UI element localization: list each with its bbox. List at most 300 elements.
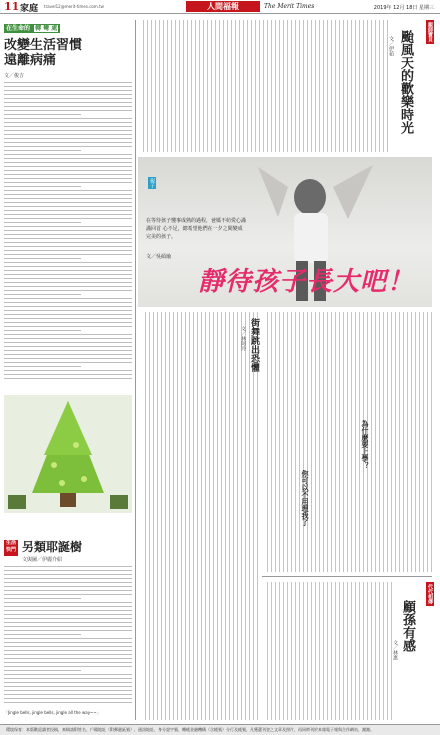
tree-illustration bbox=[4, 395, 132, 513]
page-header bbox=[0, 0, 440, 14]
right-bottom-byline: 文／林惠 bbox=[392, 640, 398, 660]
text-column bbox=[323, 582, 324, 720]
text-line bbox=[4, 114, 81, 115]
text-line bbox=[4, 210, 132, 211]
text-line bbox=[4, 334, 132, 335]
text-column bbox=[323, 20, 324, 152]
text-column bbox=[315, 582, 316, 720]
text-column bbox=[243, 20, 244, 152]
text-column bbox=[375, 582, 376, 720]
text-line bbox=[4, 370, 132, 371]
text-column bbox=[343, 582, 344, 720]
text-line bbox=[4, 342, 132, 343]
text-line bbox=[4, 182, 132, 183]
right-bottom-body bbox=[262, 582, 392, 720]
text-column bbox=[347, 582, 348, 720]
text-column bbox=[351, 312, 352, 572]
text-column bbox=[343, 312, 344, 572]
text-line bbox=[4, 570, 132, 571]
text-line bbox=[4, 682, 132, 683]
right-top-title: 颱風天的歡樂時光 bbox=[398, 30, 413, 134]
text-line bbox=[4, 594, 132, 595]
text-line bbox=[4, 694, 132, 695]
text-line bbox=[4, 626, 132, 627]
christmas-tree-photo bbox=[4, 395, 132, 513]
text-column bbox=[411, 312, 412, 572]
text-column bbox=[211, 20, 212, 152]
text-column bbox=[311, 20, 312, 152]
text-line bbox=[4, 302, 132, 303]
text-line bbox=[4, 178, 132, 179]
text-column bbox=[201, 312, 202, 720]
text-column bbox=[295, 582, 296, 720]
left-bottom-title: 另類耶誕樹 bbox=[22, 540, 83, 554]
section-name: 家庭 bbox=[20, 4, 39, 14]
text-column bbox=[239, 20, 240, 152]
text-line bbox=[4, 86, 132, 87]
text-column bbox=[291, 582, 292, 720]
life-tag-line1: 生活 bbox=[5, 540, 16, 546]
text-column bbox=[171, 20, 172, 152]
text-line bbox=[4, 170, 132, 171]
text-line bbox=[4, 318, 132, 319]
text-column bbox=[367, 20, 368, 152]
text-column bbox=[149, 312, 150, 720]
text-line bbox=[4, 254, 132, 255]
text-column bbox=[375, 312, 376, 572]
text-column bbox=[255, 20, 256, 152]
text-column bbox=[291, 312, 292, 572]
text-column bbox=[331, 312, 332, 572]
newspaper-name-en: The Merit Times bbox=[264, 3, 315, 10]
text-line bbox=[4, 82, 132, 83]
column-tag-label: 在生命的 bbox=[6, 25, 31, 32]
text-column bbox=[227, 20, 228, 152]
text-column bbox=[193, 312, 194, 720]
text-column bbox=[379, 582, 380, 720]
text-line bbox=[4, 346, 132, 347]
text-line bbox=[4, 106, 132, 107]
text-line bbox=[4, 578, 132, 579]
text-line bbox=[4, 122, 132, 123]
text-line bbox=[4, 134, 132, 135]
left-bottom-body bbox=[4, 566, 132, 708]
text-column bbox=[399, 312, 400, 572]
text-column bbox=[153, 312, 154, 720]
text-line bbox=[4, 234, 132, 235]
text-column bbox=[375, 20, 376, 152]
text-column bbox=[271, 312, 272, 572]
text-column bbox=[283, 582, 284, 720]
text-line bbox=[4, 250, 132, 251]
text-column bbox=[283, 312, 284, 572]
text-column bbox=[197, 312, 198, 720]
text-line bbox=[4, 126, 132, 127]
text-column bbox=[263, 20, 264, 152]
text-line bbox=[4, 110, 132, 111]
text-column bbox=[327, 582, 328, 720]
text-column bbox=[319, 20, 320, 152]
text-column bbox=[245, 312, 246, 720]
text-line bbox=[4, 98, 132, 99]
text-column bbox=[339, 582, 340, 720]
text-column bbox=[335, 20, 336, 152]
text-column bbox=[251, 20, 252, 152]
text-column bbox=[295, 20, 296, 152]
text-column bbox=[283, 20, 284, 152]
text-line bbox=[4, 118, 132, 119]
hero-author: 文／吳碩瑜 bbox=[146, 254, 172, 260]
text-line bbox=[4, 666, 132, 667]
text-line bbox=[4, 338, 132, 339]
left-article-byline: 文／俊吉 bbox=[4, 73, 25, 79]
hero-banner bbox=[138, 157, 432, 307]
text-line bbox=[4, 330, 81, 331]
text-line bbox=[4, 606, 132, 607]
text-line bbox=[4, 698, 132, 699]
text-column bbox=[307, 20, 308, 152]
text-column bbox=[189, 312, 190, 720]
text-column bbox=[327, 20, 328, 152]
text-column bbox=[427, 312, 428, 572]
text-line bbox=[4, 294, 81, 295]
text-line bbox=[4, 630, 132, 631]
text-line bbox=[4, 574, 132, 575]
text-column bbox=[335, 582, 336, 720]
text-column bbox=[225, 312, 226, 720]
text-line bbox=[4, 590, 132, 591]
text-column bbox=[367, 582, 368, 720]
text-column bbox=[275, 582, 276, 720]
text-line bbox=[4, 102, 132, 103]
text-line bbox=[4, 326, 132, 327]
text-column bbox=[151, 20, 152, 152]
text-column bbox=[287, 20, 288, 152]
text-column bbox=[157, 312, 158, 720]
text-column bbox=[229, 312, 230, 720]
text-column bbox=[383, 20, 384, 152]
text-column bbox=[363, 20, 364, 152]
text-line bbox=[4, 202, 132, 203]
text-column bbox=[339, 20, 340, 152]
text-line bbox=[4, 162, 132, 163]
text-column bbox=[163, 20, 164, 152]
text-column bbox=[199, 20, 200, 152]
middle-right-body bbox=[262, 312, 432, 572]
text-column bbox=[311, 582, 312, 720]
hero-caption: 在等待孩子懂事成熟的過程，爸媽不妨愛心滿滿回首 心不足，總希望他們在一夕之間變成完美的孩子。 bbox=[146, 218, 247, 240]
text-line bbox=[4, 622, 132, 623]
column-tag bbox=[4, 24, 60, 33]
text-line bbox=[4, 702, 132, 703]
text-column bbox=[431, 312, 432, 572]
text-column bbox=[363, 582, 364, 720]
text-column bbox=[279, 20, 280, 152]
text-line bbox=[4, 378, 132, 379]
text-column bbox=[327, 312, 328, 572]
text-line bbox=[4, 154, 132, 155]
text-line bbox=[4, 358, 132, 359]
life-tag-line2: 快門 bbox=[5, 547, 16, 553]
text-line bbox=[4, 686, 132, 687]
text-column bbox=[311, 312, 312, 572]
text-column bbox=[339, 312, 340, 572]
text-column bbox=[203, 20, 204, 152]
text-column bbox=[181, 312, 182, 720]
text-line bbox=[4, 322, 132, 323]
text-column bbox=[303, 582, 304, 720]
text-column bbox=[169, 312, 170, 720]
text-line bbox=[4, 90, 132, 91]
text-column bbox=[371, 312, 372, 572]
newspaper-logo: 人間福報 bbox=[186, 1, 260, 12]
text-line bbox=[4, 610, 132, 611]
text-column bbox=[253, 312, 254, 720]
text-column bbox=[223, 20, 224, 152]
text-column bbox=[147, 20, 148, 152]
text-line bbox=[4, 290, 132, 291]
text-line bbox=[4, 314, 132, 315]
text-column bbox=[259, 20, 260, 152]
text-line bbox=[4, 678, 132, 679]
text-line bbox=[4, 374, 132, 375]
text-line bbox=[4, 238, 132, 239]
text-column bbox=[187, 20, 188, 152]
life-snapshot-tag bbox=[4, 540, 18, 556]
text-column bbox=[299, 312, 300, 572]
text-line bbox=[4, 262, 132, 263]
text-column bbox=[371, 582, 372, 720]
text-line bbox=[4, 618, 132, 619]
left-bottom-closing: 「Jingle bells, jingle bells, jingle all the way~~」 bbox=[4, 710, 101, 715]
text-column bbox=[267, 582, 268, 720]
hero-headline: 靜待孩子長大吧！ bbox=[198, 267, 415, 297]
text-column bbox=[351, 20, 352, 152]
left-bottom-byline: 文與圖／伊麗介紹 bbox=[22, 557, 63, 563]
text-line bbox=[4, 286, 132, 287]
text-column bbox=[287, 312, 288, 572]
text-column bbox=[165, 312, 166, 720]
text-line bbox=[4, 242, 132, 243]
text-line bbox=[4, 174, 132, 175]
right-top-byline: 文／伊茹 bbox=[388, 36, 394, 56]
text-line bbox=[4, 598, 81, 599]
left-article-title bbox=[4, 38, 132, 68]
text-line bbox=[4, 274, 132, 275]
text-line bbox=[4, 614, 132, 615]
middle-left-body bbox=[140, 312, 258, 720]
text-column bbox=[423, 312, 424, 572]
text-column bbox=[379, 312, 380, 572]
section-divider bbox=[262, 576, 432, 577]
text-column bbox=[419, 312, 420, 572]
text-line bbox=[4, 582, 132, 583]
text-column bbox=[331, 20, 332, 152]
text-line bbox=[4, 566, 132, 567]
text-column bbox=[299, 20, 300, 152]
text-line bbox=[4, 166, 132, 167]
text-line bbox=[4, 350, 132, 351]
text-line bbox=[4, 218, 132, 219]
text-line bbox=[4, 674, 132, 675]
text-column bbox=[241, 312, 242, 720]
text-column bbox=[257, 312, 258, 720]
text-line bbox=[4, 222, 81, 223]
text-line bbox=[4, 130, 132, 131]
text-line bbox=[4, 258, 81, 259]
text-column bbox=[191, 20, 192, 152]
text-column bbox=[323, 312, 324, 572]
text-line bbox=[4, 278, 132, 279]
text-line bbox=[4, 266, 132, 267]
text-line bbox=[4, 354, 132, 355]
section-email[interactable]: travel12@merit-times.com.tw bbox=[44, 4, 104, 9]
text-column bbox=[247, 20, 248, 152]
text-column bbox=[161, 312, 162, 720]
middle-subtitle-2: 你可以不用理我了 bbox=[301, 470, 309, 526]
text-column bbox=[379, 20, 380, 152]
text-line bbox=[4, 198, 132, 199]
text-column bbox=[195, 20, 196, 152]
text-column bbox=[347, 312, 348, 572]
text-column bbox=[271, 582, 272, 720]
text-line bbox=[4, 190, 132, 191]
column-tag-highlight: 轉 彎 處 bbox=[35, 25, 58, 32]
text-column bbox=[205, 312, 206, 720]
text-line bbox=[4, 654, 132, 655]
page-number: 11 bbox=[4, 0, 20, 13]
text-line bbox=[4, 362, 132, 363]
text-column bbox=[387, 582, 388, 720]
text-line bbox=[4, 658, 132, 659]
text-column bbox=[391, 312, 392, 572]
right-top-tag: 親師寶貝 bbox=[427, 22, 433, 42]
text-column bbox=[307, 582, 308, 720]
text-line bbox=[4, 642, 132, 643]
text-line bbox=[4, 602, 132, 603]
text-column bbox=[319, 312, 320, 572]
text-column bbox=[351, 582, 352, 720]
text-line bbox=[4, 646, 132, 647]
column-divider bbox=[135, 20, 136, 720]
text-line bbox=[4, 270, 132, 271]
text-line bbox=[4, 298, 132, 299]
text-column bbox=[275, 312, 276, 572]
text-column bbox=[209, 312, 210, 720]
text-line bbox=[4, 638, 132, 639]
text-line bbox=[4, 310, 132, 311]
text-column bbox=[249, 312, 250, 720]
text-column bbox=[185, 312, 186, 720]
text-column bbox=[235, 20, 236, 152]
text-column bbox=[215, 20, 216, 152]
text-line bbox=[4, 186, 81, 187]
text-column bbox=[145, 312, 146, 720]
text-column bbox=[383, 312, 384, 572]
text-column bbox=[267, 20, 268, 152]
text-column bbox=[159, 20, 160, 152]
text-line bbox=[4, 206, 132, 207]
text-line bbox=[4, 634, 81, 635]
text-column bbox=[371, 20, 372, 152]
text-column bbox=[395, 312, 396, 572]
text-line bbox=[4, 142, 132, 143]
text-line bbox=[4, 690, 132, 691]
text-line bbox=[4, 138, 132, 139]
text-column bbox=[175, 20, 176, 152]
text-column bbox=[347, 20, 348, 152]
text-line bbox=[4, 226, 132, 227]
text-column bbox=[183, 20, 184, 152]
text-column bbox=[219, 20, 220, 152]
text-column bbox=[291, 20, 292, 152]
page-footer: 環境保育：本版歡迎讀者投稿，來稿請附姓名、戶籍地址（附郵遞區號）、通訊地址、身分證字號、轉帳金融機構（含帳號）分行及帳號，凡獲選刊登之文章及照片，再同時刊於本報電子報與合作網站，謝謝。 bbox=[0, 724, 440, 735]
text-line bbox=[4, 650, 132, 651]
text-column bbox=[355, 582, 356, 720]
text-column bbox=[299, 582, 300, 720]
text-column bbox=[167, 20, 168, 152]
text-column bbox=[213, 312, 214, 720]
left-title-line2: 遠離病痛 bbox=[4, 53, 57, 68]
right-top-body bbox=[140, 20, 388, 152]
text-line bbox=[4, 150, 81, 151]
text-column bbox=[275, 20, 276, 152]
text-column bbox=[279, 582, 280, 720]
text-line bbox=[4, 146, 132, 147]
text-column bbox=[207, 20, 208, 152]
right-bottom-tag: 代代相傳 bbox=[427, 584, 433, 604]
text-column bbox=[315, 20, 316, 152]
text-column bbox=[359, 20, 360, 152]
text-column bbox=[267, 312, 268, 572]
text-column bbox=[221, 312, 222, 720]
text-column bbox=[383, 582, 384, 720]
text-line bbox=[4, 670, 81, 671]
text-column bbox=[237, 312, 238, 720]
text-line bbox=[4, 158, 132, 159]
text-column bbox=[407, 312, 408, 572]
text-column bbox=[343, 20, 344, 152]
text-column bbox=[155, 20, 156, 152]
text-column bbox=[355, 312, 356, 572]
middle-title: 街舞跳出恐懼 bbox=[249, 318, 259, 372]
text-line bbox=[4, 586, 132, 587]
right-bottom-title: 顧孫有感 bbox=[400, 600, 415, 652]
text-column bbox=[335, 312, 336, 572]
left-article-body bbox=[4, 82, 132, 382]
left-title-line1: 改變生活習慣 bbox=[4, 38, 83, 53]
issue-date: 2019年 12月 18日 星期三 bbox=[373, 5, 434, 11]
text-column bbox=[355, 20, 356, 152]
text-column bbox=[303, 312, 304, 572]
text-column bbox=[179, 20, 180, 152]
text-column bbox=[331, 582, 332, 720]
text-column bbox=[233, 312, 234, 720]
text-column bbox=[315, 312, 316, 572]
text-column bbox=[403, 312, 404, 572]
text-column bbox=[143, 20, 144, 152]
text-line bbox=[4, 306, 132, 307]
text-line bbox=[4, 282, 132, 283]
text-column bbox=[415, 312, 416, 572]
text-column bbox=[303, 20, 304, 152]
text-column bbox=[177, 312, 178, 720]
text-column bbox=[173, 312, 174, 720]
text-line bbox=[4, 194, 132, 195]
text-column bbox=[217, 312, 218, 720]
text-line bbox=[4, 94, 132, 95]
middle-subtitle-1: 為什麼要上學？ bbox=[361, 420, 369, 469]
